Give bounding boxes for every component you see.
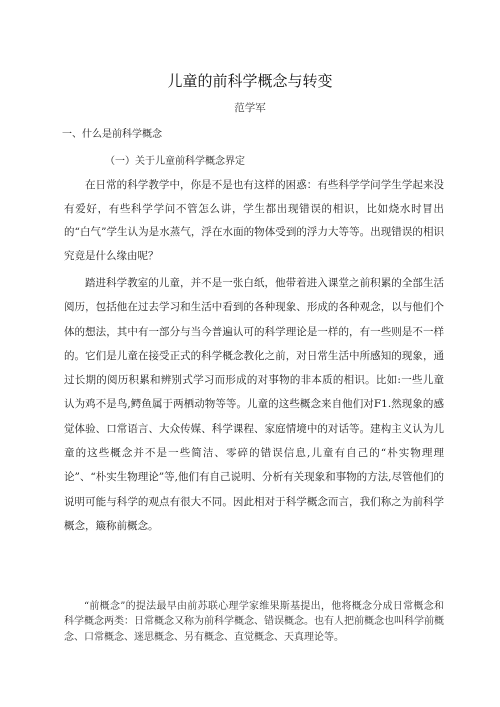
paragraph-intro: 在日常的科学教学中，你是不是也有这样的困惑：有些科学学问学生学起来没有爱好，有些科学学问不管怎么讲，学生都出现错误的相识，比如烧水时冒出的“白气”学生认为是水蒸气，浮在水面的物体受到的浮力大等等。出现错误的相识究竟是什么缘由呢？ (64, 179, 444, 262)
paragraph-definition: “前概念”的提法最早由前苏联心理学家维果斯基提出，他将概念分成日常概念和科学概念两类：日常概念又称为前科学概念、错误概念。也有人把前概念也叫科学前概念、口常概念、迷思概念、另有概念、直觉概念、天真理论等。 (64, 601, 444, 643)
author-name: 范学军 (234, 102, 266, 114)
paragraph-main: 踏进科学教室的儿童，并不是一张白纸，他带着进入课堂之前积累的全部生活阅历，包括他在过去学习和生活中看到的各种现象、形成的各种观念，以与他们个体的想法，其中有一部分与当今普遍认可的科学理论是一样的，有一些则是不一样的。它们是儿童在接受正式的科学概念教化之前，对日常生活中所感知的现象，通过长期的阅历积累和辨别式学习而形成的对事物的非本质的相识。比如:一些儿童认为鸡不是鸟,鳄鱼属于两栖动物等等。儿童的这些概念来自他们对F1.然现象的感觉体验、口常语言、大众传媒、科学课程、家庭情境中的对话等。建构主义认为儿童的这些概念并不是一些简洁、零碎的错误信息,儿童有自己的“朴实物理理论”、“朴实生物理论”等,他们有自己说明、分析有关现象和事物的方法,尽管他们的说明可能与科学的观点有很大不同。因此相对于科学概念而言，我们称之为前科学概念，簸称前概念。 (64, 277, 444, 532)
document-title: 儿童的前科学概念与转变 (167, 72, 333, 90)
subsection-heading: （一）关于儿童前科学概念界定 (105, 156, 245, 167)
section-heading: 一、什么是前科学概念 (62, 129, 162, 140)
